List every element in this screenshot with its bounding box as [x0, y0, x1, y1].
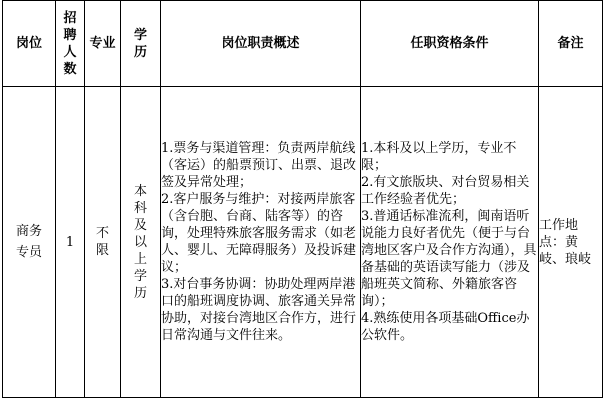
duty-item: 2.客户服务与维护：对接两岸旅客（含台胞、台商、陆客等）的咨询，处理特殊旅客服务需求（如老人、婴儿、无障碍服务）及投诉建议；	[161, 192, 357, 275]
header-recruit-count: 招 聘 人 数	[56, 1, 85, 87]
duty-item: 3.对台事务协调：协助处理两岸港口的船班调度协调、旅客通关异常协助，对接台湾地区合作方，进行日常沟通与文件往来。	[161, 277, 357, 343]
header-row	[3, 1, 603, 87]
header-major: 专业	[85, 1, 121, 87]
table-row	[3, 87, 603, 398]
cell-major: 不 限	[85, 87, 121, 398]
qualification-item: 1.本科及以上学历，专业不限；	[361, 141, 517, 173]
header-position: 岗位	[3, 1, 56, 87]
cell-recruit-count: 1	[56, 87, 85, 398]
header-qualifications: 任职资格条件	[361, 1, 539, 87]
duty-item: 1.票务与渠道管理：负责两岸航线（客运）的船票预订、出票、退改签及异常处理；	[161, 141, 357, 190]
cell-qualifications	[361, 87, 539, 398]
qualification-item: 4.熟练使用各项基础Office办公软件。	[361, 311, 530, 343]
cell-remarks: 工作地点：黄岐、琅岐	[539, 87, 603, 398]
cell-position: 商务 专员	[3, 87, 56, 398]
qualification-item: 2.有文旅版块、对台贸易相关工作经验者优先；	[361, 175, 530, 207]
header-education: 学 历	[121, 1, 161, 87]
cell-education: 本 科 及 以 上 学 历	[121, 87, 161, 398]
cell-duties	[161, 87, 361, 398]
header-remarks: 备注	[539, 1, 603, 87]
job-posting-table	[2, 0, 603, 398]
header-duties: 岗位职责概述	[161, 1, 361, 87]
qualification-item: 3.普通话标准流利，闽南语听说能力良好者优先（便于与台湾地区客户及合作方沟通），具备基础的英语读写能力（涉及船班英文简称、外籍旅客咨询）；	[361, 209, 537, 309]
